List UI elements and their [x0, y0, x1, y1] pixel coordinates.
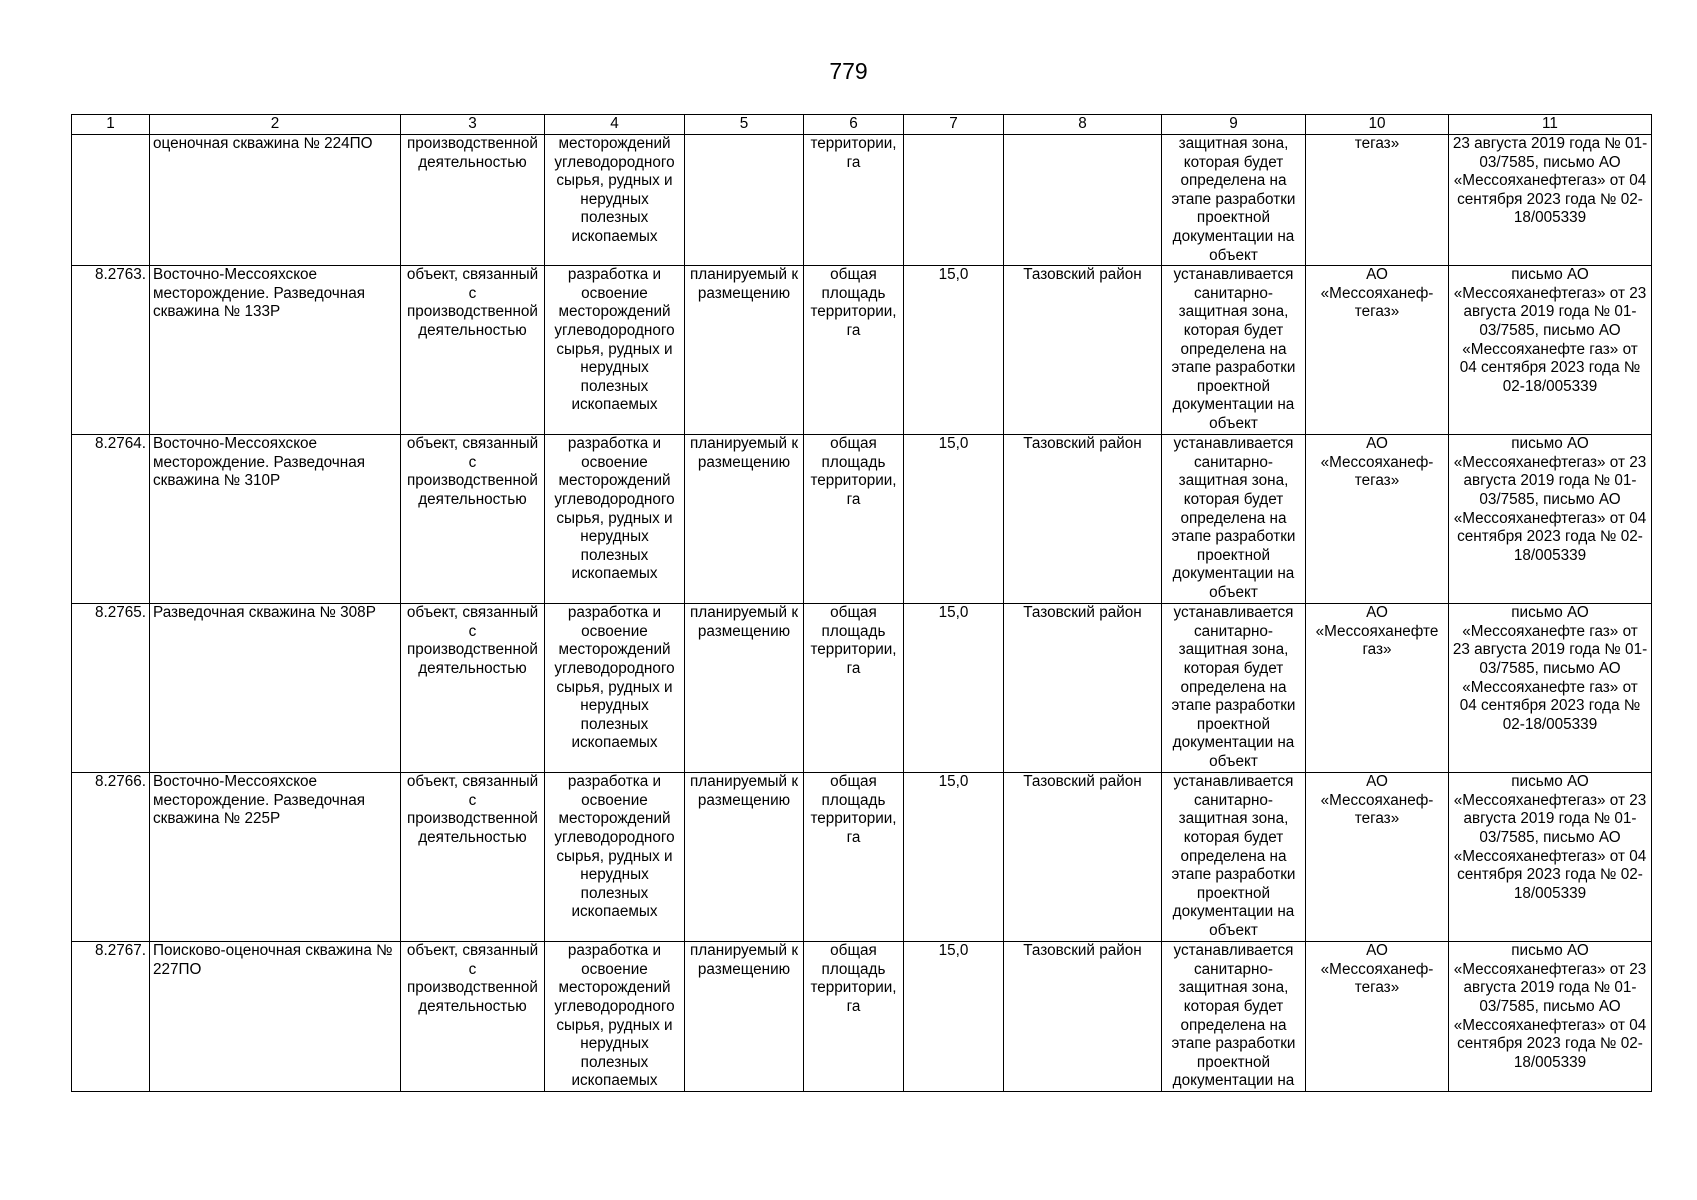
table-row — [72, 435, 1652, 604]
column-header: 8 — [1004, 115, 1162, 135]
table-row — [72, 266, 1652, 435]
cell-characteristic: территории, га — [804, 135, 904, 266]
column-header: 3 — [401, 115, 545, 135]
cell-purpose: месторождений углеводородного сырья, рудных и нерудных полезных ископаемых — [545, 135, 685, 266]
cell-purpose: разработка и освоение месторождений углеводородного сырья, рудных и нерудных полезных ископаемых — [545, 266, 685, 435]
column-header: 9 — [1162, 115, 1306, 135]
column-header: 5 — [685, 115, 804, 135]
column-header: 10 — [1306, 115, 1449, 135]
cell-zone: устанавливается санитарно-защитная зона, которая будет определена на этапе разработки проектной документации на объект — [1162, 266, 1306, 435]
cell-object-type: объект, связанный с производственной деятельностью — [401, 266, 545, 435]
cell-location: Тазовский район — [1004, 266, 1162, 435]
cell-status — [685, 135, 804, 266]
cell-basis: письмо АО «Мессояханефтегаз» от 23 августа 2019 года № 01-03/7585, письмо АО «Мессояханефтегаз» от 04 сентября 2023 года № 02-18/005339 — [1449, 773, 1652, 942]
cell-object-name: Разведочная скважина № 308Р — [150, 604, 401, 773]
cell-basis: письмо АО «Мессояханефтегаз» от 23 августа 2019 года № 01-03/7585, письмо АО «Мессояханефтегаз» от 04 сентября 2023 года № 02-18/005339 — [1449, 942, 1652, 1092]
cell-organization: АО «Мессояханефте газ» — [1306, 604, 1449, 773]
cell-object-name: оценочная скважина № 224ПО — [150, 135, 401, 266]
cell-zone: устанавливается санитарно-защитная зона, которая будет определена на этапе разработки проектной документации на объект — [1162, 604, 1306, 773]
cell-location — [1004, 135, 1162, 266]
cell-object-name: Восточно-Мессояхское месторождение. Разведочная скважина № 310Р — [150, 435, 401, 604]
cell-object-type: объект, связанный с производственной деятельностью — [401, 773, 545, 942]
cell-organization: АО «Мессояханеф-тегаз» — [1306, 266, 1449, 435]
cell-purpose: разработка и освоение месторождений углеводородного сырья, рудных и нерудных полезных ископаемых — [545, 435, 685, 604]
cell-location: Тазовский район — [1004, 604, 1162, 773]
cell-organization: АО «Мессояханеф-тегаз» — [1306, 942, 1449, 1092]
cell-organization: АО «Мессояханеф-тегаз» — [1306, 435, 1449, 604]
column-header: 11 — [1449, 115, 1652, 135]
cell-object-name: Поисково-оценочная скважина № 227ПО — [150, 942, 401, 1092]
cell-number: 8.2767. — [72, 942, 150, 1092]
cell-object-type: объект, связанный с производственной деятельностью — [401, 942, 545, 1092]
cell-basis: письмо АО «Мессояханефте газ» от 23 августа 2019 года № 01-03/7585, письмо АО «Мессояханефте газ» от 04 сентября 2023 года № 02-18/005339 — [1449, 604, 1652, 773]
continuation-row — [72, 135, 1652, 266]
cell-zone: устанавливается санитарно-защитная зона, которая будет определена на этапе разработки проектной документации на — [1162, 942, 1306, 1092]
cell-value — [904, 135, 1004, 266]
cell-basis: 23 августа 2019 года № 01-03/7585, письмо АО «Мессояханефтегаз» от 04 сентября 2023 года № 02-18/005339 — [1449, 135, 1652, 266]
column-header: 2 — [150, 115, 401, 135]
table-row — [72, 942, 1652, 1092]
column-header: 6 — [804, 115, 904, 135]
cell-location: Тазовский район — [1004, 942, 1162, 1092]
cell-number: 8.2764. — [72, 435, 150, 604]
cell-characteristic: общая площадь территории, га — [804, 942, 904, 1092]
cell-status: планируемый к размещению — [685, 604, 804, 773]
cell-location: Тазовский район — [1004, 773, 1162, 942]
cell-status: планируемый к размещению — [685, 266, 804, 435]
cell-number: 8.2763. — [72, 266, 150, 435]
column-header: 4 — [545, 115, 685, 135]
cell-location: Тазовский район — [1004, 435, 1162, 604]
column-number-row — [72, 115, 1652, 135]
cell-basis: письмо АО «Мессояханефтегаз» от 23 августа 2019 года № 01-03/7585, письмо АО «Мессояханефтегаз» от 04 сентября 2023 года № 02-18/005339 — [1449, 435, 1652, 604]
cell-organization: АО «Мессояханеф-тегаз» — [1306, 773, 1449, 942]
cell-basis: письмо АО «Мессояханефтегаз» от 23 августа 2019 года № 01-03/7585, письмо АО «Мессояханефте газ» от 04 сентября 2023 года № 02-18/005339 — [1449, 266, 1652, 435]
cell-characteristic: общая площадь территории, га — [804, 604, 904, 773]
cell-zone: защитная зона, которая будет определена на этапе разработки проектной документации на объект — [1162, 135, 1306, 266]
cell-purpose: разработка и освоение месторождений углеводородного сырья, рудных и нерудных полезных ископаемых — [545, 604, 685, 773]
cell-value: 15,0 — [904, 435, 1004, 604]
cell-number: 8.2766. — [72, 773, 150, 942]
table-row — [72, 773, 1652, 942]
cell-purpose: разработка и освоение месторождений углеводородного сырья, рудных и нерудных полезных ископаемых — [545, 942, 685, 1092]
cell-characteristic: общая площадь территории, га — [804, 266, 904, 435]
column-header: 7 — [904, 115, 1004, 135]
cell-number: 8.2765. — [72, 604, 150, 773]
registry-table — [71, 114, 1652, 1092]
cell-organization: тегаз» — [1306, 135, 1449, 266]
column-header: 1 — [72, 115, 150, 135]
cell-object-type: объект, связанный с производственной деятельностью — [401, 435, 545, 604]
cell-value: 15,0 — [904, 266, 1004, 435]
cell-characteristic: общая площадь территории, га — [804, 435, 904, 604]
cell-value: 15,0 — [904, 604, 1004, 773]
cell-zone: устанавливается санитарно-защитная зона, которая будет определена на этапе разработки проектной документации на объект — [1162, 435, 1306, 604]
cell-object-name: Восточно-Мессояхское месторождение. Разведочная скважина № 133Р — [150, 266, 401, 435]
cell-number — [72, 135, 150, 266]
cell-value: 15,0 — [904, 942, 1004, 1092]
cell-characteristic: общая площадь территории, га — [804, 773, 904, 942]
cell-status: планируемый к размещению — [685, 773, 804, 942]
page-number: 779 — [829, 58, 868, 84]
cell-zone: устанавливается санитарно-защитная зона, которая будет определена на этапе разработки проектной документации на объект — [1162, 773, 1306, 942]
cell-value: 15,0 — [904, 773, 1004, 942]
cell-status: планируемый к размещению — [685, 435, 804, 604]
cell-object-name: Восточно-Мессояхское месторождение. Разведочная скважина № 225Р — [150, 773, 401, 942]
cell-status: планируемый к размещению — [685, 942, 804, 1092]
cell-purpose: разработка и освоение месторождений углеводородного сырья, рудных и нерудных полезных ископаемых — [545, 773, 685, 942]
cell-object-type: объект, связанный с производственной деятельностью — [401, 604, 545, 773]
cell-object-type: производственной деятельностью — [401, 135, 545, 266]
table-row — [72, 604, 1652, 773]
